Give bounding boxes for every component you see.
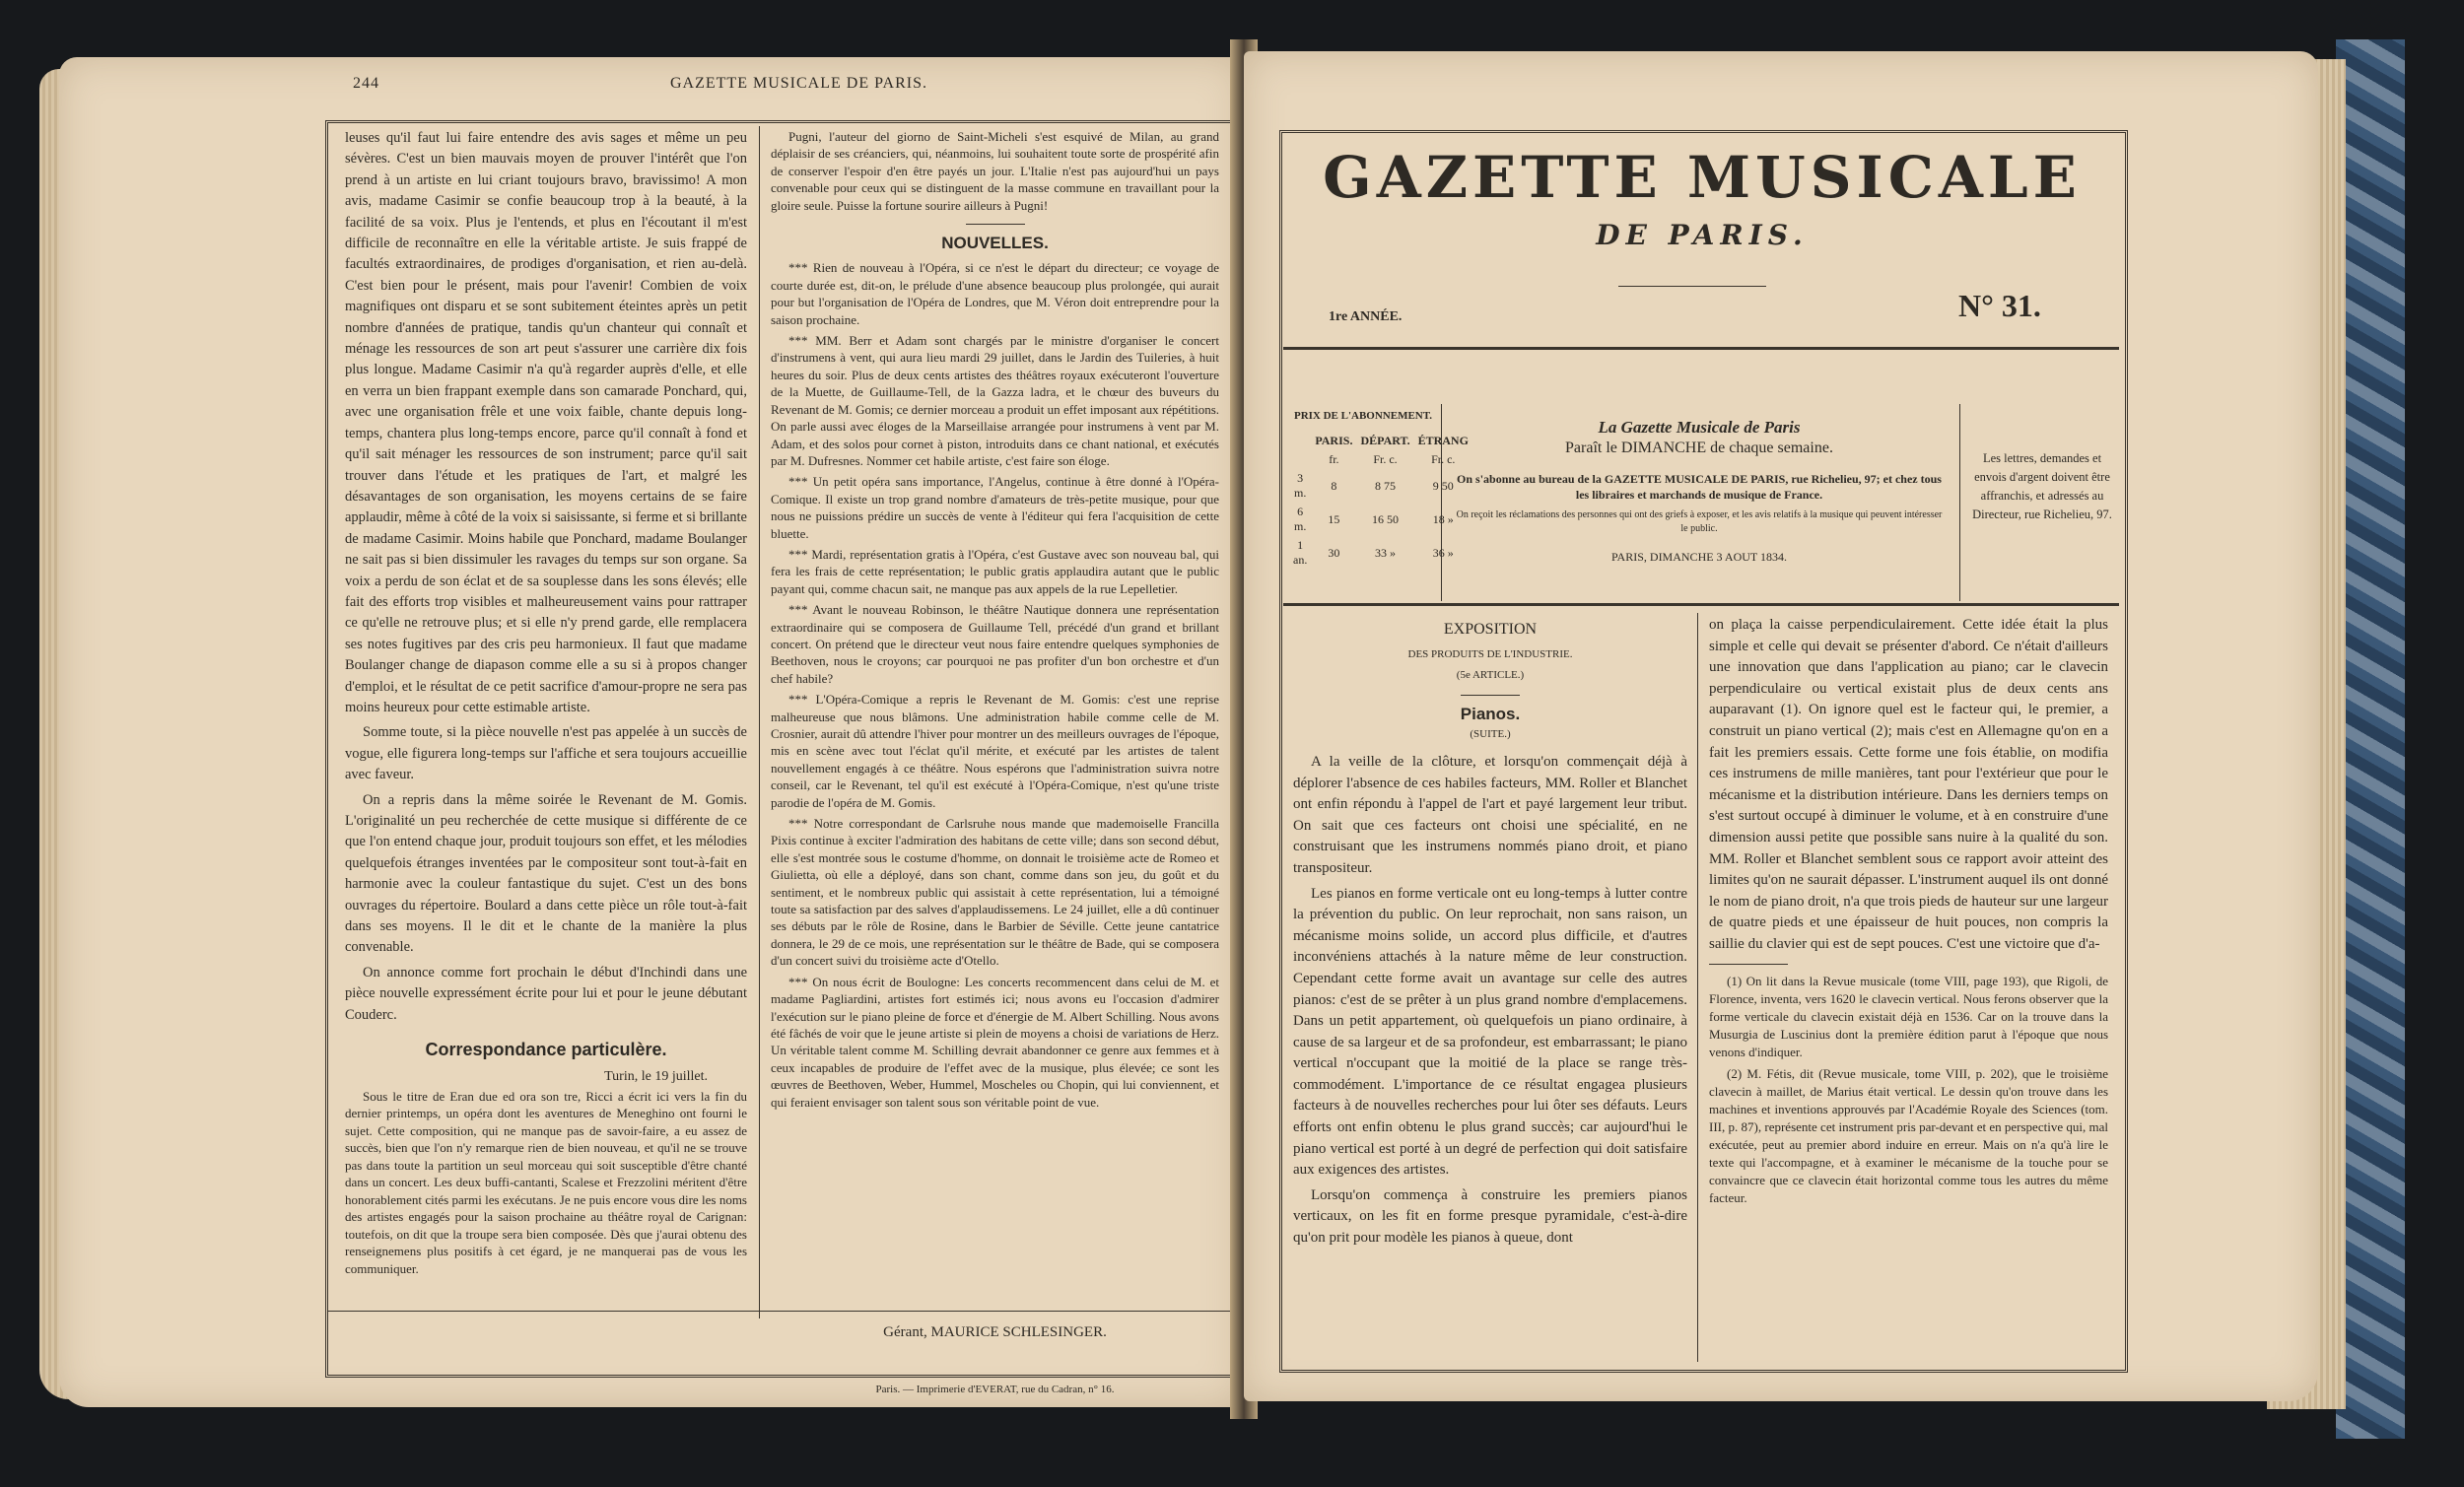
exposition-title: EXPOSITION: [1443, 621, 1538, 638]
correspondance-title: Correspondance particulère.: [425, 1040, 667, 1060]
paragraph: On annonce comme fort prochain le début d'Inchindi dans une pièce nouvelle expressément écrite pour lui et pour le jeune débutant Couderc.: [345, 964, 747, 1023]
cell: 3 m.: [1293, 471, 1307, 500]
paragraph: on plaça la caisse perpendiculairement. Cette idée était la plus simple et celle qui devait se présenter d'abord. Ce n'était d'ailleurs une innovation que dans l'application au piano; car le clavecin perpendiculaire ou vertical existait plus de deux cents ans auparavant (1). On ignore quel est le facteur qui, le premier, a construit un piano vertical (2); mais c'est en Allemagne qu'on en a fait les premiers essais. Cette forme une fois établie, on modifia ces instrumens de mille manières, tant pour l'extérieur que pour le mécanisme et la distribution intérieure. Dans les derniers temps on s'est surtout occupé à diminuer le volume, et à en construire d'une dimension aussi petite que possible sans nuire à la qualité du son. MM. Roller et Blanchet semblent sous ce rapport avoir atteint des limites qu'on ne saurait dépasser. L'instrument auquel ils ont donné le nom de piano droit, n'a que trois pieds de hauteur sur une largeur de quatre pieds et une épaisseur de huit pouces, non compris la saillie du clavier qui est de sept pouces. C'est une victoire que d'a-: [1709, 617, 2108, 952]
col-header: PARIS.: [1315, 434, 1353, 447]
subscription-table: [1289, 432, 1472, 570]
news-item: *** Notre correspondant de Carlsruhe nous mande que mademoiselle Francilla Pixis continue à exciter l'admiration des habitans de cette ville; dans son second début, elle s'est montrée sous le costume d'homme, on donnait le troisième acte de Romeo et Giulietta, où elle a déployé, dans son chant, comme dans son jeu, du goût et du sentiment, et le nombreux public qui assistait à cette représentation, lui a témoigné toute sa satisfaction par des salves d'applaudissemens. Le 24 juillet, elle a dû continuer ses débuts par le rôle de Rosine, dans le Barbier de Séville. Cette jeune cantatrice donnera, le 29 de ce mois, une représentation sur le théâtre de Bade, qui se composera d'un concert suivi du troisième acte d'Otello.: [771, 816, 1219, 969]
col-header: ÉTRANG: [1417, 434, 1469, 447]
page-number: 244: [353, 75, 379, 92]
table-row: [1289, 503, 1472, 536]
gerant: Gérant, MAURICE SCHLESINGER.: [883, 1324, 1107, 1340]
table-row: [1289, 469, 1472, 503]
letters-note: Les lettres, demandes et envois d'argent doivent être affranchis, et adressés au Directeur, rue Richelieu, 97.: [1972, 451, 2112, 521]
subscription-box: [1289, 410, 1469, 570]
cell: 18 »: [1432, 511, 1454, 526]
column-rule: [1697, 613, 1698, 1362]
masthead-rule: [1283, 347, 2119, 350]
pianos-title: Pianos.: [1460, 704, 1521, 723]
subscription-title: PRIX DE L'ABONNEMENT.: [1293, 410, 1433, 422]
marbled-cover: [2336, 39, 2405, 1439]
cell: 36 »: [1432, 545, 1454, 560]
annee: 1re ANNÉE.: [1329, 309, 1403, 324]
cell: 8: [1331, 478, 1337, 493]
divider: [966, 224, 1025, 225]
column-rule: [759, 126, 760, 1318]
cell: 8 75: [1375, 478, 1397, 493]
cell: 30: [1328, 545, 1340, 560]
pugni-paragraph: Pugni, l'auteur del giorno de Saint-Micheli s'est esquivé de Milan, au grand déplaisir de ses créanciers, qui, néanmoins, lui souhaitent toute sorte de prospérité afin de conserver l'espoir d'en être payés un jour. L'Italie n'est pas aujourd'hui un pays convenable pour ceux qui se distinguent de la masse commune en travaillant pour la gloire seule. Puisse la fortune sourire ailleurs à Pugni!: [771, 129, 1219, 213]
news-item: *** MM. Berr et Adam sont chargés par le ministre d'organiser le concert d'instrumens à vent, qui aura lieu mardi 29 juillet, dans le Jardin des Tuileries, à huit heures du soir. Plus de deux cents artistes des théâtres royaux exécuteront l'ouverture de la Muette, de Guillaume-Tell, de la Gazza ladra, et le chœur des buveurs du Revenant de M. Gomis; ce dernier morceau a produit un effet imposant aux répétitions. On parle aussi avec éloges de la Marseillaise arrangée pour instrumens à vent par M. Adam, et des solos pour cornet à piston, introduits dans ce chant national, et exécutés par M. Dufresnes. Nommer cet habile artiste, c'est faire son éloge.: [771, 333, 1219, 468]
cell: 16 50: [1372, 511, 1400, 526]
cell: 1 an.: [1293, 538, 1308, 567]
publication-info: [1453, 418, 1946, 565]
table-row: [1289, 536, 1472, 570]
bottom-rule: [327, 1311, 1230, 1312]
exposition-article: (5e ARTICLE.): [1456, 669, 1525, 682]
cell: 15: [1328, 511, 1340, 526]
subscription-address: On s'abonne au bureau de la GAZETTE MUSICALE DE PARIS, rue Richelieu, 97; et chez tous les libraires et marchands de musique de France.: [1457, 472, 1942, 502]
paragraph: Lorsqu'on commença à construire les premiers pianos verticaux, on les fit en forme presque pyramidale, c'est-à-dire qu'on prit pour modèle les pianos à queue, dont: [1293, 1186, 1687, 1247]
imprint: Paris. — Imprimerie d'EVERAT, rue du Cadran, n° 16.: [875, 1384, 1115, 1395]
pianos-suite: (SUITE.): [1470, 728, 1511, 741]
correspondance-dateline: Turin, le 19 juillet.: [604, 1069, 708, 1085]
news-item: *** Un petit opéra sans importance, l'Angelus, continue à être donné à l'Opéra-Comique. Il existe un trop grand nombre d'amateurs de très-petite musique, pour que nous ne puissions prédire un succès de vente à l'éditeur qui fera l'acquisition de cette bluette.: [771, 474, 1219, 541]
running-head: GAZETTE MUSICALE DE PARIS.: [670, 75, 927, 92]
news-item: *** On nous écrit de Boulogne: Les concerts recommencent dans celui de M. et madame Pagliardini, artistes fort estimés ici; nous avons eu l'occasion d'admirer l'exécution sur le piano pleine de force et d'énergie de M. Albert Schilling. Nous avons été fâchés de voir que le jeune artiste si plein de moyens a choisi de variations de Herz. Un véritable talent comme M. Schilling devrait abandonner ce genre aux femmes et à ceux incapables de produire de l'effet avec de la musique, plus élevée; ce sont les œuvres de Beethoven, Weber, Hummel, Moscheles ou Chopin, qui lui conviennent, et qui feraient envisager son talent sous son véritable point de vue.: [771, 974, 1219, 1110]
right-col-1: [1293, 615, 1687, 1364]
issue-date: PARIS, DIMANCHE 3 AOUT 1834.: [1610, 550, 1788, 564]
right-col-2: [1709, 615, 2108, 1364]
issue-number: N° 31.: [1958, 288, 2041, 323]
paragraph: Somme toute, si la pièce nouvelle n'est pas appelée à un succès de vogue, elle figurera long-temps sur l'affiche et sera toujours accueillie avec faveur.: [345, 724, 747, 783]
ornament-rule: [1618, 286, 1766, 287]
left-page: [59, 57, 1242, 1407]
unit: Fr. c.: [1431, 452, 1456, 466]
publication-frequency: Paraît le DIMANCHE de chaque semaine.: [1565, 439, 1833, 456]
info-rule: [1959, 404, 1960, 601]
news-item: *** L'Opéra-Comique a repris le Revenant de M. Gomis: c'est une reprise malheureuse que nous blâmons. Une administration habile comme celle de M. Crosnier, aurait dû attendre l'hiver pour montrer un des meilleurs ouvrages de l'époque, mis en scène avec tout l'éclat qu'il mérite, et exécuté par les artistes de talent nouvellement engagés à ce théâtre. Nous espérons que l'administration suivra notre conseil, car le Revenant, tel qu'il est exécuté à l'Opéra-Comique, n'est qu'une triste parodie de l'opéra de M. Gomis.: [771, 692, 1219, 810]
paragraph: A la veille de la clôture, et lorsqu'on commençait déjà à déplorer l'absence de ces habiles facteurs, MM. Roller et Blanchet ont enfin répondu à l'appel de l'art et payé largement leur tribut. On sait que ces facteurs ont choisi une spécialité, en ne construisant que les instrumens nommés piano droit, et piano transpositeur.: [1293, 753, 1687, 876]
left-col-1: [345, 128, 747, 1370]
cell: 6 m.: [1293, 505, 1307, 533]
reclamation-note: On reçoit les réclamations des personnes qui ont des griefs à exposer, et les avis relatifs à la musique qui peuvent intéresser le public.: [1456, 509, 1943, 534]
news-item: *** Mardi, représentation gratis à l'Opéra, c'est Gustave avec son nouveau bal, qui fera les frais de cette représentation; le public gratis applaudira autant que le public payant qui, comme chacun sait, ne manque pas aux appels de la rue Lepelletier.: [771, 546, 1219, 596]
divider: [1461, 695, 1520, 696]
masthead-subtitle: DE PARIS.: [1596, 219, 1809, 251]
footnote: (2) M. Fétis, dit (Revue musicale, tome VIII, p. 202), que le troisième clavecin à maillet, de Marius était vertical. Le dessin qu'on trouve dans les machines et inventions approuvés par l'Académie Royale des Sciences (tom. III, p. 87), représente cet instrument pris par-devant et en perspective qui, mal exécutée, peut au premier abord induire en erreur. Mais on n'a qu'à lire le texte qui l'accompagne, et à examiner le mécanisme de la touche pour se convaincre que ce clavecin était horizontal comme tous les autres du même facteur.: [1709, 1065, 2108, 1205]
paragraph: leuses qu'il faut lui faire entendre des avis sages et même un peu sévères. C'est un bien mauvais moyen de prouver l'intérêt que l'on prend à un artiste en lui criant toujours bravo, bravissimo! A mon avis, madame Casimir se confie beaucoup trop à la beauté, à la facilité de sa voix. Plus je l'entends, et plus en l'écoutant il m'est difficile de reconnaître en elle la véritable artiste. Je suis frappé de facultés extraordinaires, de prodiges d'organisation, et rien au-delà. C'est bien pour le présent, mais pour l'avenir! Combien de voix magnifiques ont disparu et se sont subitement éteintes après un petit nombre d'années de pratique, tandis qu'un chanteur qui connaît et ménage les ressources de son art peut s'assurer une carrière dix fois plus longue. Madame Casimir n'a qu'à regarder auprès d'elle, et elle en verra un bien frappant exemple dans son camarade Ponchard, qui, avec une organisation frêle et une voix faible, chante depuis long-temps, chantera plus long-temps encore, parce qu'il connaît à fond et qu'il sait ménager les ressources de son instrument; parce qu'il sait trouver dans l'étude et les pratiques de l'art, et malgré les désavantages de son organisation, les moyens certains de se faire applaudir, même à côté de la voix si saisissante, si ferme et si brillante de madame Casimir. Moins habile que Ponchard, madame Boulanger ne sait pas si bien dissimuler les ravages du temps sur son organe. Sa voix a perdu de son éclat et de sa souplesse dans les sons élevés; elle fait des efforts trop visibles et malheureusement vains pour rattraper ce qu'elle ne retrouve plus; et si elle n'y prend garde, elle remplacera ses notes fugitives par des cris peu harmonieux. Il faut que madame Boulanger change de diapason comme elle a su si à propos changer d'emploi, et le résultat de ce petit sacrifice d'amour-propre ne sera pas moins heureux pour cette estimable artiste.: [345, 130, 747, 715]
paragraph: Les pianos en forme verticale ont eu long-temps à lutter contre la prévention du public. On leur reprochait, non sans raison, un mécanisme moins solide, un accord plus difficile, et d'autres inconvéniens attachés à la nature même de leur construction. Cependant cette forme avait un avantage sur celle des autres pianos: c'est de se prêter à un plus grand nombre d'emplacemens. Dans un petit appartement, où quelquefois un piano ordinaire, à cause de sa largeur et de sa profondeur, est embarrassant; le piano vertical n'occupant que la moitié de la place se range très-commodément. L'importance de ce résultat engagea plusieurs facteurs à de nouvelles recherches pour lui ôter ses défauts. Leurs efforts ont enfin obtenu le plus grand succès; car aujourd'hui le piano vertical est porté à un degré de perfection qui doit satisfaire aux exigences des artistes.: [1293, 885, 1687, 1179]
correspondance-text: Sous le titre de Eran due ed ora son tre, Ricci a écrit ici vers la fin du dernier printemps, un opéra dont les aventures de Meneghino ont fourni le sujet. Cette composition, qui ne manque pas de savoir-faire, a eu assez de succès, bien que l'on n'y remarque rien de bien nouveau, et qu'il ne se trouve pas dans toute la partition un seul morceau qui soit susceptible d'être chanté dans un concert. Les deux buffi-cantanti, Scalese et Frezzolini méritent d'être honorablement cités parmi les exécutans. Je ne puis encore vous dire les noms des artistes engagés pour la saison prochaine au théâtre royal de Carignan: toutefois, on dit que la troupe sera bien composée. Dès que j'aurai obtenu des renseignemens plus positifs à cet égard, je ne manquerai pas de vous les communiquer.: [345, 1088, 747, 1276]
paragraph: On a repris dans la même soirée le Revenant de M. Gomis. L'originalité un peu recherchée de cette musique si différente de ce que l'on entend chaque jour, produit toujours son effet, et les mélodies quelquefois étranges inventées par le compositeur sont tout-à-fait en harmonie avec la couleur fantastique du sujet. C'est un des bons ouvrages du répertoire. Boulard a dans cette pièce un rôle tout-à-fait dans ses moyens. Il le dit et le chante de la manière la plus convenable.: [345, 791, 747, 956]
masthead-title: GAZETTE MUSICALE: [1323, 144, 2082, 211]
unit: fr.: [1329, 452, 1339, 466]
nouvelles-title: NOUVELLES.: [941, 234, 1049, 253]
footnote-rule: [1709, 964, 1788, 965]
info-rule-bottom: [1283, 603, 2119, 606]
cell: 33 »: [1375, 545, 1397, 560]
news-item: *** Avant le nouveau Robinson, le théâtre Nautique donnera une représentation extraordinaire qui se composera de Guillaume Tell, précédé d'un grand et brillant concert. On prétend que le directeur veut nous faire entendre quelques symphonies de Beethoven, nous le croyons; car pourquoi ne pas profiter d'un bon orchestre et d'un chef habile?: [771, 602, 1219, 686]
left-col-2: [771, 128, 1219, 1311]
news-item: *** Rien de nouveau à l'Opéra, si ce n'est le départ du directeur; ce voyage de courte durée est, dit-on, le prélude d'une absence beaucoup plus prolongée, qui aurait pour but l'organisation de l'Opéra de Londres, que M. Véron doit entreprendre pour la saison prochaine.: [771, 260, 1219, 327]
col-header: DÉPART.: [1360, 434, 1410, 447]
cell: 9 50: [1432, 478, 1454, 493]
footnote: (1) On lit dans la Revue musicale (tome VIII, page 193), que Rigoli, de Florence, inventa, vers 1620 le clavecin vertical. Nous ferons observer que la forme verticale du clavecin existait déjà en 1536. Car on la trouve dans la Musurgia de Luscinius dont la première édition parut à l'époque que nous venons d'indiquer.: [1709, 973, 2108, 1059]
unit: Fr. c.: [1373, 452, 1398, 466]
right-page: [1244, 51, 2318, 1401]
exposition-subtitle: DES PRODUITS DE L'INDUSTRIE.: [1407, 647, 1573, 660]
publication-name: La Gazette Musicale de Paris: [1598, 418, 1801, 437]
